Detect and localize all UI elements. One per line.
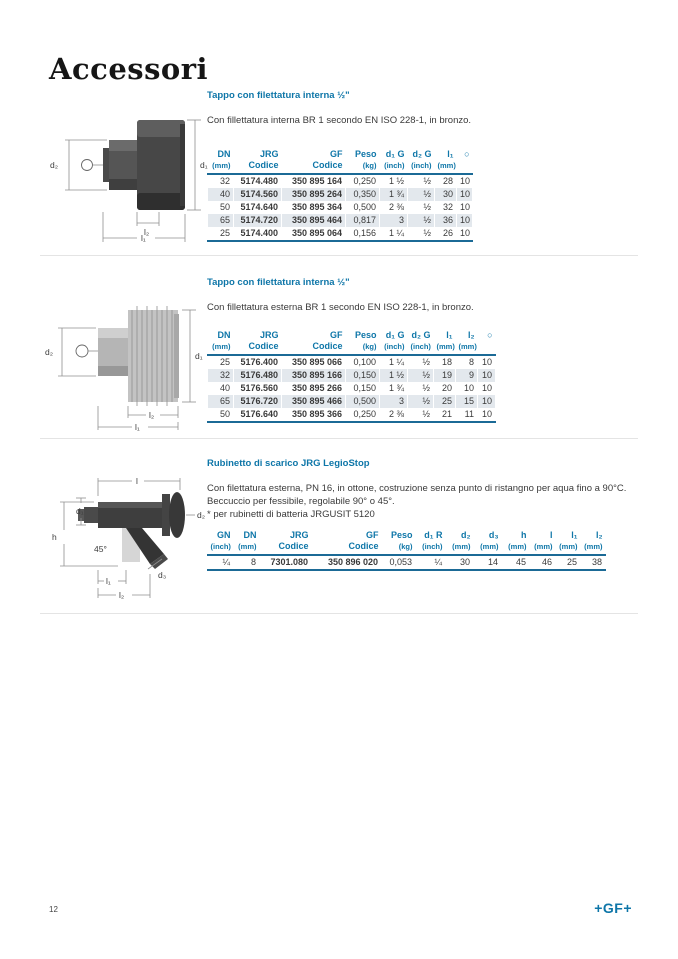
column-header: l₂ [596,530,603,540]
table-cell: 0,500 [346,201,380,214]
table-cell: ½ [408,174,435,188]
column-header: d₂ [461,530,471,540]
table-cell: 32 [435,201,457,214]
column-header: l [549,530,553,540]
table-cell: 10 [457,214,473,227]
table-cell: 19 [434,369,456,382]
table-cell: 10 [456,382,478,395]
table-row [208,408,496,422]
table-cell: 350 895 464 [282,214,346,227]
table-row [208,174,473,188]
table-cell: 45 [502,555,530,570]
table-cell: 28 [435,174,457,188]
table-cell: 10 [457,188,473,201]
table-cell: 46 [530,555,556,570]
column-unit: (mm) [556,541,581,555]
table-cell: 5174.400 [234,227,282,241]
column-header: JRG [289,530,309,540]
column-unit: (mm) [435,160,457,174]
table-cell: 0,350 [346,188,380,201]
table-cell: 0,500 [346,395,380,408]
column-header: GN [217,530,231,540]
table-cell: ½ [408,214,435,227]
column-unit: (mm) [434,341,456,355]
product-table [207,530,606,571]
dimension-label: d₂ [197,510,206,520]
table-cell: 14 [474,555,502,570]
table-cell: 350 896 020 [312,555,382,570]
table-cell: 350 895 064 [282,227,346,241]
table-cell: 350 895 266 [282,382,346,395]
table-cell: 25 [434,395,456,408]
table-cell: 50 [208,201,234,214]
table-cell: 15 [456,395,478,408]
column-header: l₁ [447,149,454,159]
dimension-label: l [136,476,138,486]
section-drain-valve [207,458,655,571]
table-cell: ½ [408,201,435,214]
column-header: JRG [259,330,279,340]
table-cell: 5174.480 [234,174,282,188]
page-number: 12 [49,905,58,914]
table-cell: 350 895 164 [282,174,346,188]
table-row [208,555,606,570]
column-unit: Codice [282,160,346,174]
column-unit: (mm) [208,160,234,174]
table-cell: 0,150 [346,369,380,382]
table-cell: 0,156 [346,227,380,241]
column-header: JRG [259,149,279,159]
table-cell: 0,817 [346,214,380,227]
dimension-label: d₁ [200,160,208,170]
column-header: d₂ G [411,330,431,340]
table-cell: 5176.640 [234,408,282,422]
table-cell: ½ [408,395,434,408]
cap-body [103,120,185,210]
table-cell: 30 [435,188,457,201]
column-unit: (kg) [346,160,380,174]
table-cell: 1 ¼ [380,227,408,241]
table-cell: 25 [556,555,581,570]
column-header: d₁ G [385,330,405,340]
table-cell: 1 ¾ [380,382,408,395]
product-table [207,149,473,242]
dimension-label: l₁ [141,233,146,243]
table-row [208,369,496,382]
table-cell: ½ [408,188,435,201]
column-unit [457,160,473,174]
table-cell: ½ [408,369,434,382]
column-unit: (mm) [581,541,606,555]
table-cell: 0,250 [346,408,380,422]
column-unit [478,341,496,355]
dimension-label: l₂ [119,590,125,600]
table-cell: 10 [457,174,473,188]
table-cell: 0,250 [346,174,380,188]
table-cell: 36 [435,214,457,227]
dimension-label: l₂ [144,227,150,237]
column-header: l₁ [446,330,453,340]
table-cell: 10 [478,355,496,369]
column-header: ○ [464,149,470,159]
table-cell: 32 [208,174,234,188]
dimension-label: l₁ [135,422,140,432]
product-table [207,330,496,423]
table-cell: 32 [208,369,234,382]
table-cell: 5176.560 [234,382,282,395]
dimension-label: h [52,532,57,542]
column-unit: (mm) [530,541,556,555]
column-header: Peso [354,330,377,340]
table-cell: 30 [446,555,474,570]
column-header: d₂ G [412,149,432,159]
table-cell: 350 895 066 [282,355,346,369]
valve-body [78,492,185,569]
table-cell: 10 [478,395,496,408]
table-cell: 0,053 [382,555,416,570]
column-header: DN [217,330,231,340]
section-cap-external [207,277,587,423]
column-header: d₁ G [385,149,405,159]
table-cell: 9 [456,369,478,382]
table-cell: 50 [208,408,234,422]
table-row [208,382,496,395]
table-cell: 18 [434,355,456,369]
dimension-label: 45° [94,544,107,554]
table-cell: ¼ [416,555,446,570]
dimension-label: l₁ [106,576,111,586]
table-cell: 0,150 [346,382,380,395]
table-row [208,395,496,408]
table-cell: 10 [478,408,496,422]
diameter-symbol [76,345,88,357]
table-cell: ½ [408,382,434,395]
table-cell: ½ [408,355,434,369]
table-cell: 350 895 364 [282,201,346,214]
table-cell: ½ [408,408,434,422]
table-cell: 65 [208,214,234,227]
column-unit: (mm) [234,541,260,555]
table-row [208,227,473,241]
table-cell: 38 [581,555,606,570]
column-header: GF [330,149,343,159]
column-unit: (mm) [456,341,478,355]
section-title: Tappo con filettatura interna ½" [207,90,350,101]
column-header: d₃ [488,530,499,540]
column-unit: (inch) [208,541,234,555]
table-cell: 8 [234,555,260,570]
column-unit: (kg) [382,541,416,555]
table-cell: 10 [457,227,473,241]
table-row [208,201,473,214]
section-divider [40,613,638,614]
table-cell: ¼ [208,555,234,570]
column-unit: (kg) [346,341,380,355]
dimension-label: d₂ [50,160,59,170]
column-header: Peso [354,149,377,159]
table-cell: 5174.720 [234,214,282,227]
page-title: Accessori [49,52,209,86]
table-cell: 5174.560 [234,188,282,201]
column-unit: (inch) [408,341,434,355]
table-cell: 0,100 [346,355,380,369]
column-unit: Codice [234,341,282,355]
column-unit: (mm) [474,541,502,555]
table-row [208,214,473,227]
column-unit: Codice [282,341,346,355]
table-cell: 1 ¼ [380,355,408,369]
table-cell: 350 895 264 [282,188,346,201]
column-header: l₂ [468,330,475,340]
technical-drawing-drain-valve [38,470,218,602]
gf-logo: +GF+ [594,900,632,916]
table-cell: 1 ½ [380,174,408,188]
dimension-label: d₃ [158,570,167,580]
table-cell: 40 [208,382,234,395]
column-unit: (inch) [408,160,435,174]
technical-drawing-cap-internal [45,100,215,245]
table-cell: 3 [380,395,408,408]
table-cell: 3 [380,214,408,227]
column-header: DN [243,530,257,540]
dimension-label: d₁ [195,351,203,361]
section-divider [40,438,638,439]
section-divider [40,255,638,256]
table-cell: 8 [456,355,478,369]
column-header: DN [217,149,231,159]
table-cell: 65 [208,395,234,408]
column-unit: (inch) [416,541,446,555]
section-note: * per rubinetti di batteria JRGUSIT 5120 [207,509,375,520]
table-cell: 1 ¾ [380,188,408,201]
table-cell: 25 [208,355,234,369]
column-unit: (inch) [380,341,408,355]
section-description: Con fillettatura esterna BR 1 secondo EN ISO 228-1, in bronzo. [207,302,474,313]
table-cell: 5176.720 [234,395,282,408]
table-cell: 350 895 166 [282,369,346,382]
table-cell: 40 [208,188,234,201]
table-row [208,188,473,201]
table-cell: 21 [434,408,456,422]
table-cell: 5176.400 [234,355,282,369]
column-unit: (mm) [208,341,234,355]
technical-drawing-cap-external [42,284,212,432]
column-unit: (mm) [502,541,530,555]
column-header: h [521,530,527,540]
table-cell: 1 ½ [380,369,408,382]
column-header: ○ [487,330,493,340]
column-unit: (mm) [446,541,474,555]
table-cell: 10 [478,369,496,382]
table-cell: 5174.640 [234,201,282,214]
table-cell: 20 [434,382,456,395]
section-title: Tappo con filettatura interna ½" [207,277,350,288]
column-header: d₁ R [424,530,443,540]
column-header: l₁ [571,530,578,540]
column-unit: Codice [260,541,312,555]
section-cap-internal [207,90,587,242]
column-unit: Codice [234,160,282,174]
table-cell: ½ [408,227,435,241]
section-description: Con fillettatura interna BR 1 secondo EN ISO 228-1, in bronzo. [207,115,472,126]
diameter-symbol [82,160,93,171]
table-cell: 25 [208,227,234,241]
section-description: Con filettatura esterna, PN 16, in ottone, costruzione senza punto di ristangno per aqua fino a 90°C. Beccuccio per fessibile, regolabile 90° o 45°. [207,483,627,507]
table-cell: 11 [456,408,478,422]
table-cell: 2 ⅜ [380,201,408,214]
column-header: GF [366,530,379,540]
dimension-label: d₁ [76,506,84,516]
table-row [208,355,496,369]
table-cell: 350 895 366 [282,408,346,422]
dimension-label: d₂ [45,347,54,357]
column-header: GF [330,330,343,340]
table-cell: 2 ⅜ [380,408,408,422]
dimension-label: l₂ [149,410,155,420]
column-unit: (inch) [380,160,408,174]
table-cell: 26 [435,227,457,241]
plug-body [98,306,179,406]
column-unit: Codice [312,541,382,555]
table-cell: 7301.080 [260,555,312,570]
table-cell: 350 895 466 [282,395,346,408]
column-header: Peso [390,530,413,540]
table-cell: 10 [457,201,473,214]
table-cell: 5176.480 [234,369,282,382]
table-cell: 10 [478,382,496,395]
section-title: Rubinetto di scarico JRG LegioStop [207,458,370,469]
